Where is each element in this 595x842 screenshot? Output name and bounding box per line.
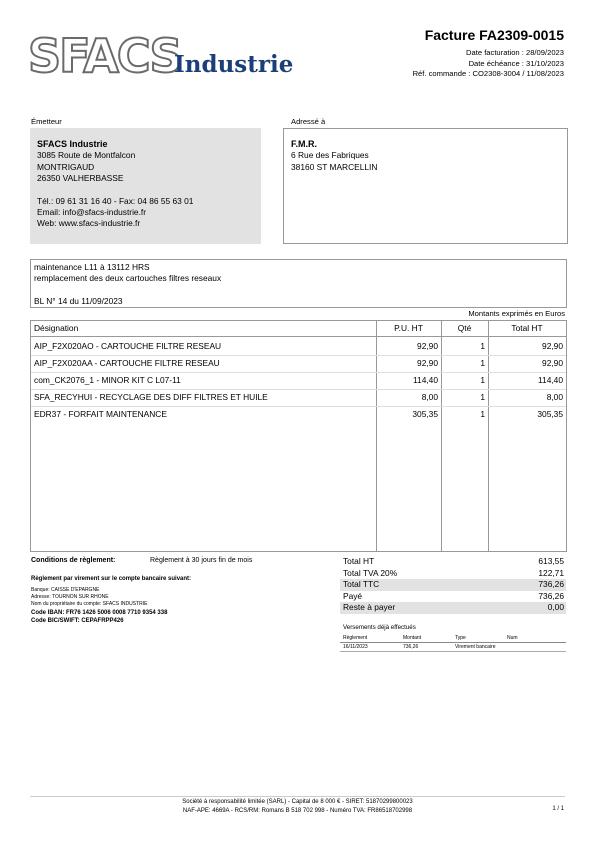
total-value: 736,26 — [538, 590, 564, 601]
payments-header-cell: Num — [507, 635, 518, 641]
row-quantity: 1 — [480, 392, 485, 402]
footer-legal — [0, 798, 595, 816]
note-line: maintenance L11 à 13112 HRS — [34, 262, 150, 272]
logo-subtitle: Industrie — [174, 51, 294, 78]
table-header — [31, 321, 566, 337]
issuer-name: SFACS Industrie — [37, 139, 108, 149]
invoice-title: Facture FA2309-0015 — [424, 27, 564, 43]
remaining-row — [340, 602, 566, 614]
total-label: Total TTC — [343, 579, 380, 589]
row-designation: com_CK2076_1 - MINOR KIT C L07-11 — [34, 375, 181, 385]
bic: Code BIC/SWIFT: CEPAFRPP426 — [31, 617, 124, 624]
totals-block — [340, 556, 566, 614]
row-total: 92,90 — [542, 341, 563, 351]
header-total: Total HT — [511, 323, 543, 333]
row-quantity: 1 — [480, 341, 485, 351]
page-number: 1 / 1 — [552, 806, 564, 812]
payments-header-cell: Type — [455, 635, 466, 641]
issuer-address-line: 26350 VALHERBASSE — [37, 173, 124, 184]
footer-line: NAF-APE: 4669A - RCS/RM: Romans B 518 702 998 - Numéro TVA: FR86518702998 — [182, 808, 413, 814]
issuer-box — [30, 128, 261, 244]
footer-line: Société à responsabilité limitée (SARL) - Capital de 8 000 € - SIRET: 51870299800023 — [182, 799, 413, 805]
row-unit-price: 8,00 — [421, 392, 438, 402]
recipient-box — [283, 128, 568, 244]
row-designation: AIP_F2X020AA - CARTOUCHE FILTRE RESEAU — [34, 358, 220, 368]
header-unit-price: P.U. HT — [394, 323, 423, 333]
header-quantity: Qté — [457, 323, 472, 333]
items-table — [30, 320, 567, 552]
row-unit-price: 305,35 — [412, 409, 438, 419]
payment-type: Virement bancaire — [455, 644, 496, 650]
total-value: 613,55 — [538, 556, 564, 566]
row-quantity: 1 — [480, 409, 485, 419]
logo-brand: SFACS — [28, 29, 181, 83]
total-label: Total HT — [343, 556, 375, 566]
invoice-meta — [413, 48, 564, 80]
total-ht-row — [340, 556, 566, 568]
payments-title: Versements déjà effectués — [343, 624, 416, 631]
recipient-address-line: 38160 ST MARCELLIN — [291, 161, 378, 172]
delivery-note: BL N° 14 du 11/09/2023 — [34, 295, 123, 306]
issuer-website: Web: www.sfacs-industrie.fr — [37, 218, 141, 229]
row-unit-price: 92,90 — [417, 358, 438, 368]
row-unit-price: 92,90 — [417, 341, 438, 351]
total-ttc-row — [340, 579, 566, 591]
total-vat-row — [340, 568, 566, 580]
recipient-label: Adressé à — [291, 117, 326, 126]
invoice-note-box — [30, 259, 567, 308]
recipient-address-line: 6 Rue des Fabriques — [291, 150, 369, 161]
row-designation: EDR37 - FORFAIT MAINTENANCE — [34, 409, 167, 419]
total-label: Reste à payer — [343, 602, 396, 612]
payment-terms-value: Règlement à 30 jours fin de mois — [150, 557, 253, 564]
bank-transfer-title: Règlement par virement sur le compte bancaire suivant: — [31, 576, 192, 582]
account-owner: Nom du propriétaire du compte: SFACS INDUSTRIE — [31, 601, 148, 608]
payment-date: 16/11/2023 — [343, 644, 368, 650]
row-total: 114,40 — [538, 375, 563, 385]
issuer-email: Email: info@sfacs-industrie.fr — [37, 207, 147, 218]
bank-details — [31, 587, 167, 625]
bank-name: Banque: CAISSE D'EPARGNE — [31, 587, 100, 593]
row-quantity: 1 — [480, 375, 485, 385]
total-value: 0,00 — [547, 602, 564, 612]
header-designation: Désignation — [34, 323, 79, 333]
issuer-address-line: 3085 Route de Montfalcon — [37, 150, 136, 161]
iban: Code IBAN: FR76 1426 5006 0008 7710 9354 338 — [31, 609, 168, 616]
issuer-label: Émetteur — [31, 117, 62, 126]
payment-amount: 736,26 — [403, 644, 419, 650]
currency-note: Montants exprimés en Euros — [468, 309, 565, 318]
row-total: 305,35 — [537, 409, 563, 419]
payments-header-cell: Montant — [403, 635, 422, 641]
row-total: 8,00 — [546, 392, 563, 402]
payments-header-cell: Règlement — [343, 635, 368, 641]
note-line: remplacement des deux cartouches filtres reseaux — [34, 273, 222, 284]
recipient-name: F.M.R. — [291, 139, 317, 149]
company-logo — [28, 29, 294, 83]
issuer-address-line: MONTRIGAUD — [37, 161, 95, 172]
payment-terms-label: Conditions de règlement: — [31, 557, 116, 564]
total-value: 122,71 — [538, 567, 564, 578]
invoice-due-date: Date échéance : 31/10/2023 — [468, 58, 564, 68]
paid-row — [340, 591, 566, 603]
row-total: 92,90 — [542, 358, 563, 368]
total-label: Total TVA 20% — [343, 567, 398, 578]
row-designation: SFA_RECYHUI - RECYCLAGE DES DIFF FILTRES ET HUILE — [34, 392, 268, 402]
bank-address: Adresse: TOURNON SUR RHONE — [31, 594, 109, 601]
row-designation: AIP_F2X020AO - CARTOUCHE FILTRE RESEAU — [34, 341, 222, 351]
row-unit-price: 114,40 — [413, 375, 438, 385]
total-label: Payé — [343, 590, 363, 601]
row-quantity: 1 — [480, 358, 485, 368]
order-reference: Réf. commande : CO2308-3004 / 11/08/2023 — [412, 69, 564, 78]
invoice-date: Date facturation : 28/09/2023 — [466, 48, 564, 57]
issuer-phone: Tél.: 09 61 31 16 40 - Fax: 04 86 55 63 01 — [37, 195, 194, 206]
payment-row — [340, 643, 566, 652]
footer-divider — [30, 796, 565, 797]
payments-table — [340, 634, 566, 652]
total-value: 736,26 — [538, 579, 564, 589]
payments-header — [340, 634, 566, 643]
